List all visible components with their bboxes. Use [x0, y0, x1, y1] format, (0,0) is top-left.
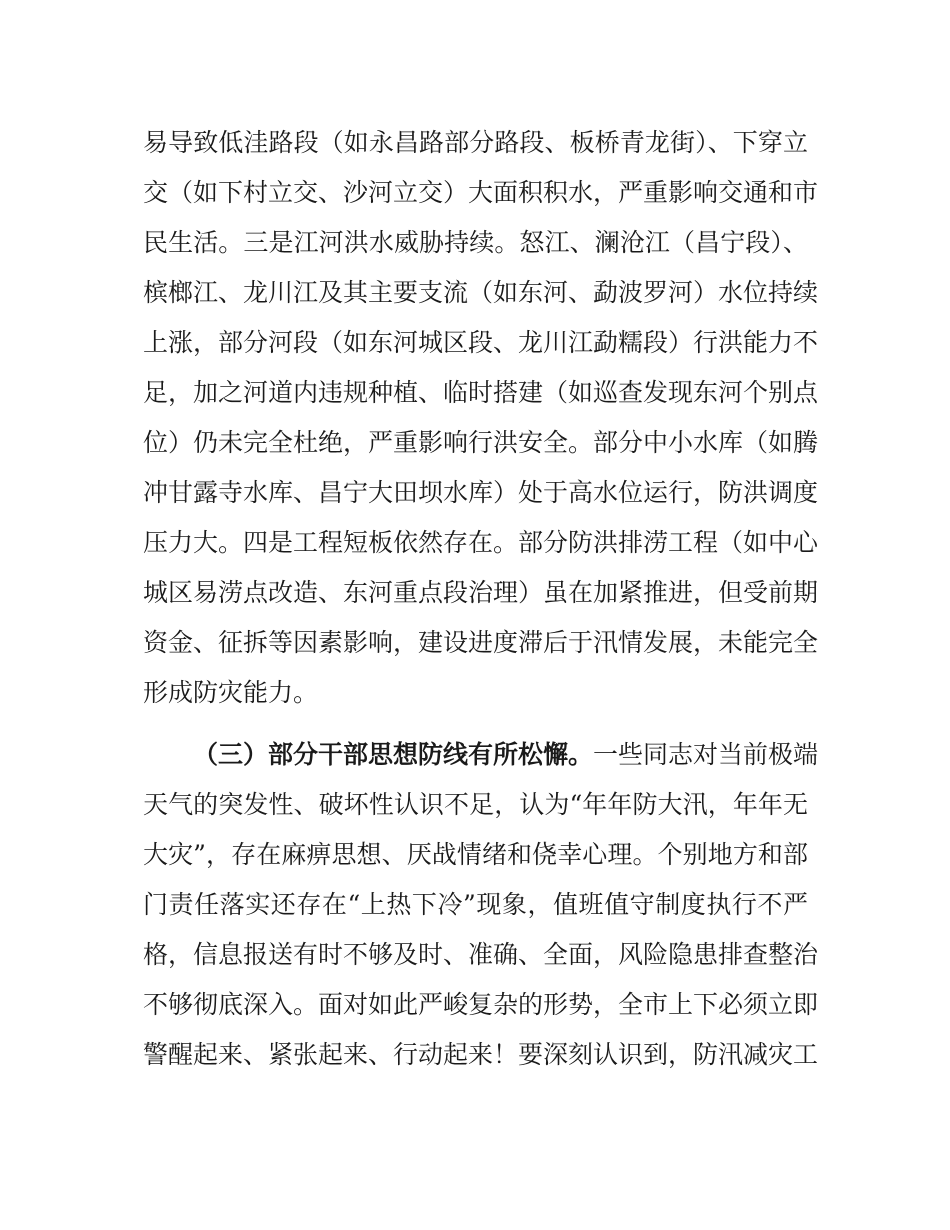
- paragraph-line: 交（如下村立交、沙河立交）大面积积水，严重影响交通和市: [143, 178, 819, 207]
- paragraph-line: 冲甘露寺水库、昌宁大田坝水库）处于高水位运行，防洪调度: [143, 478, 819, 507]
- paragraph-line: 压力大。四是工程短板依然存在。部分防洪排涝工程（如中心: [143, 528, 819, 557]
- paragraph-line: 警醒起来、紧张起来、行动起来！要深刻认识到，防汛减灾工: [143, 1040, 819, 1069]
- paragraph-line: 形成防灾能力。: [143, 678, 319, 707]
- paragraph-line: 位）仍未完全杜绝，严重影响行洪安全。部分中小水库（如腾: [143, 428, 819, 457]
- paragraph-line: 不够彻底深入。面对如此严峻复杂的形势，全市上下必须立即: [143, 990, 819, 1019]
- paragraph-line: 格，信息报送有时不够及时、准确、全面，风险隐患排查整治: [143, 940, 819, 969]
- paragraph-line: 城区易涝点改造、东河重点段治理）虽在加紧推进，但受前期: [143, 578, 819, 607]
- paragraph-line: 资金、征拆等因素影响，建设进度滞后于汛情发展，未能完全: [143, 628, 819, 657]
- paragraph-line: 民生活。三是江河洪水威胁持续。怒江、澜沧江（昌宁段）、: [143, 228, 808, 257]
- paragraph-line: 大灾”，存在麻痹思想、厌战情绪和侥幸心理。个别地方和部: [143, 840, 808, 869]
- paragraph-line: 上涨，部分河段（如东河城区段、龙川江勐糯段）行洪能力不: [143, 328, 819, 357]
- paragraph-first-line: [193, 735, 819, 775]
- paragraph-line: 槟榔江、龙川江及其主要支流（如东河、勐波罗河）水位持续: [143, 278, 819, 307]
- paragraph-line: 易导致低洼路段（如永昌路部分路段、板桥青龙街）、下穿立: [143, 128, 808, 157]
- paragraph-line: 足，加之河道内违规种植、临时搭建（如巡查发现东河个别点: [143, 378, 819, 407]
- heading-line-text: 一些同志对当前极端: [593, 740, 819, 769]
- paragraph-line: 天气的突发性、破坏性认识不足，认为“年年防大汛，年年无: [143, 790, 808, 819]
- section-heading: （三）部分干部思想防线有所松懈。: [193, 740, 594, 769]
- paragraph-line: 门责任落实还存在“上热下冷”现象，值班值守制度执行不严: [143, 890, 808, 919]
